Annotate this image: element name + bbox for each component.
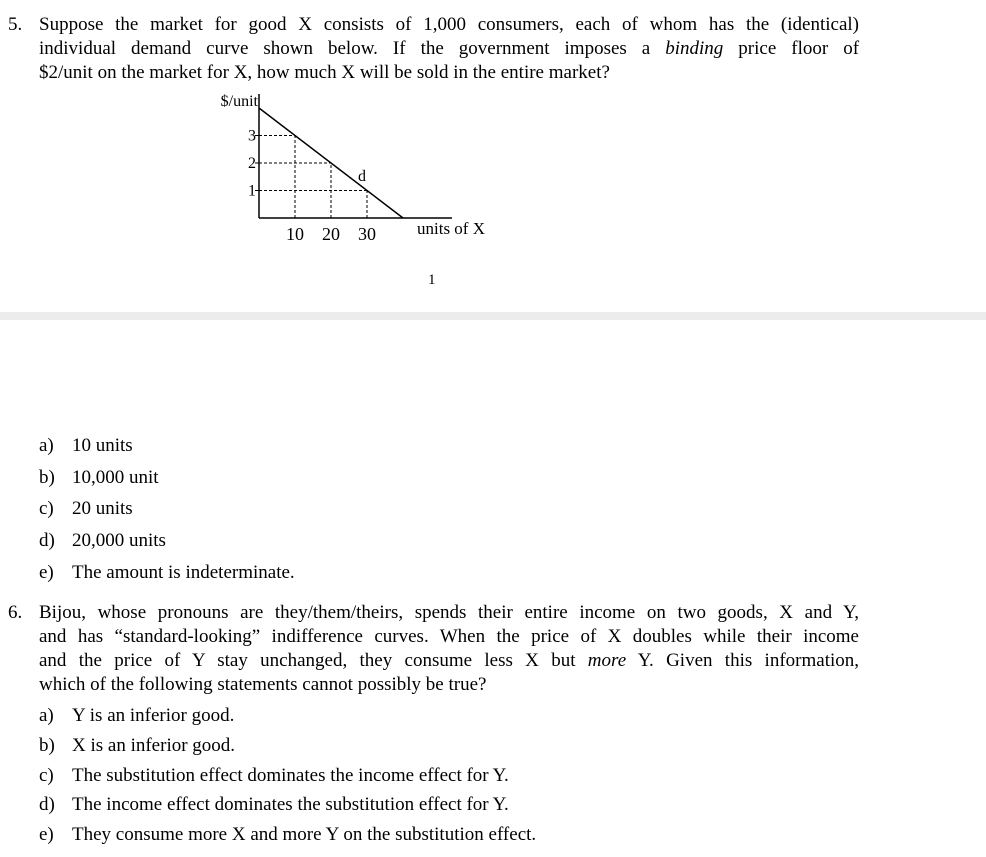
question-5-line-2-end: price floor of: [738, 38, 860, 59]
option-letter: a): [39, 435, 54, 456]
option-letter: c): [39, 765, 54, 786]
option-text: 20 units: [72, 498, 133, 519]
option-letter: e): [39, 824, 54, 845]
option-text: X is an inferior good.: [72, 735, 236, 756]
question-6-line-3: [39, 649, 859, 673]
option-text: Y is an inferior good.: [72, 705, 235, 726]
question-6-line-1: Bijou, whose pronouns are they/them/theirs, spends their entire income on two goods, X and Y,: [39, 602, 859, 623]
option-text: The amount is indeterminate.: [72, 562, 295, 583]
y-tick-label-1: 1: [248, 182, 256, 200]
option-text: 10,000 unit: [72, 467, 159, 488]
question-6-line-3-end: Y. Given this information,: [637, 650, 860, 671]
q6-option-d[interactable]: [39, 793, 509, 817]
option-text: They consume more X and more Y on the substitution effect.: [72, 824, 537, 845]
option-letter: c): [39, 498, 54, 519]
demand-curve-label: d: [358, 168, 366, 185]
option-text: 20,000 units: [72, 530, 166, 551]
question-6-emphasis-more: more: [587, 650, 627, 671]
x-tick-label-10: 10: [286, 224, 304, 244]
question-6-line-2: and has “standard-looking” indifference curves. When the price of X doubles while their income: [39, 626, 859, 647]
q6-option-a[interactable]: [39, 704, 234, 728]
option-letter: b): [39, 467, 55, 488]
demand-chart: [0, 0, 986, 260]
question-5-line-3: $2/unit on the market for X, how much X will be sold in the entire market?: [39, 62, 610, 83]
question-5-number: 5.: [8, 14, 23, 35]
q5-option-e[interactable]: [39, 561, 295, 585]
option-letter: e): [39, 562, 54, 583]
x-axis-label: units of X: [417, 219, 485, 238]
page-separator: [0, 312, 986, 320]
q6-option-c[interactable]: [39, 764, 509, 788]
option-letter: d): [39, 794, 55, 815]
q5-option-a[interactable]: [39, 434, 133, 458]
page-1: [0, 0, 986, 312]
y-axis-label: $/unit: [220, 93, 258, 110]
page-number: 1: [428, 272, 436, 288]
q5-option-b[interactable]: [39, 466, 159, 490]
option-text: The income effect dominates the substitution effect for Y.: [72, 794, 509, 815]
x-tick-label-20: 20: [322, 224, 340, 244]
option-letter: a): [39, 705, 54, 726]
question-6-number: 6.: [8, 602, 23, 623]
question-5-line-1: Suppose the market for good X consists of 1,000 consumers, each of whom has the (identical): [39, 14, 859, 35]
question-5-emphasis-binding: binding: [665, 38, 724, 59]
q6-option-e[interactable]: [39, 823, 536, 847]
q6-option-b[interactable]: [39, 734, 235, 758]
demand-chart-root: [221, 93, 485, 244]
option-letter: d): [39, 530, 55, 551]
x-tick-label-30: 30: [358, 224, 376, 244]
q5-option-d[interactable]: [39, 529, 166, 553]
option-letter: b): [39, 735, 55, 756]
option-text: The substitution effect dominates the income effect for Y.: [72, 765, 509, 786]
y-tick-label-2: 2: [248, 155, 256, 172]
q5-option-c[interactable]: [39, 497, 133, 521]
question-6-line-4: which of the following statements cannot possibly be true?: [39, 674, 487, 695]
question-5-line-2-text: individual demand curve shown below. If the government imposes a: [39, 38, 651, 59]
page-2: [0, 320, 986, 857]
option-text: 10 units: [72, 435, 133, 456]
y-tick-label-3: 3: [248, 127, 256, 145]
question-6-line-3-text: and the price of Y stay unchanged, they consume less X but: [39, 650, 576, 671]
